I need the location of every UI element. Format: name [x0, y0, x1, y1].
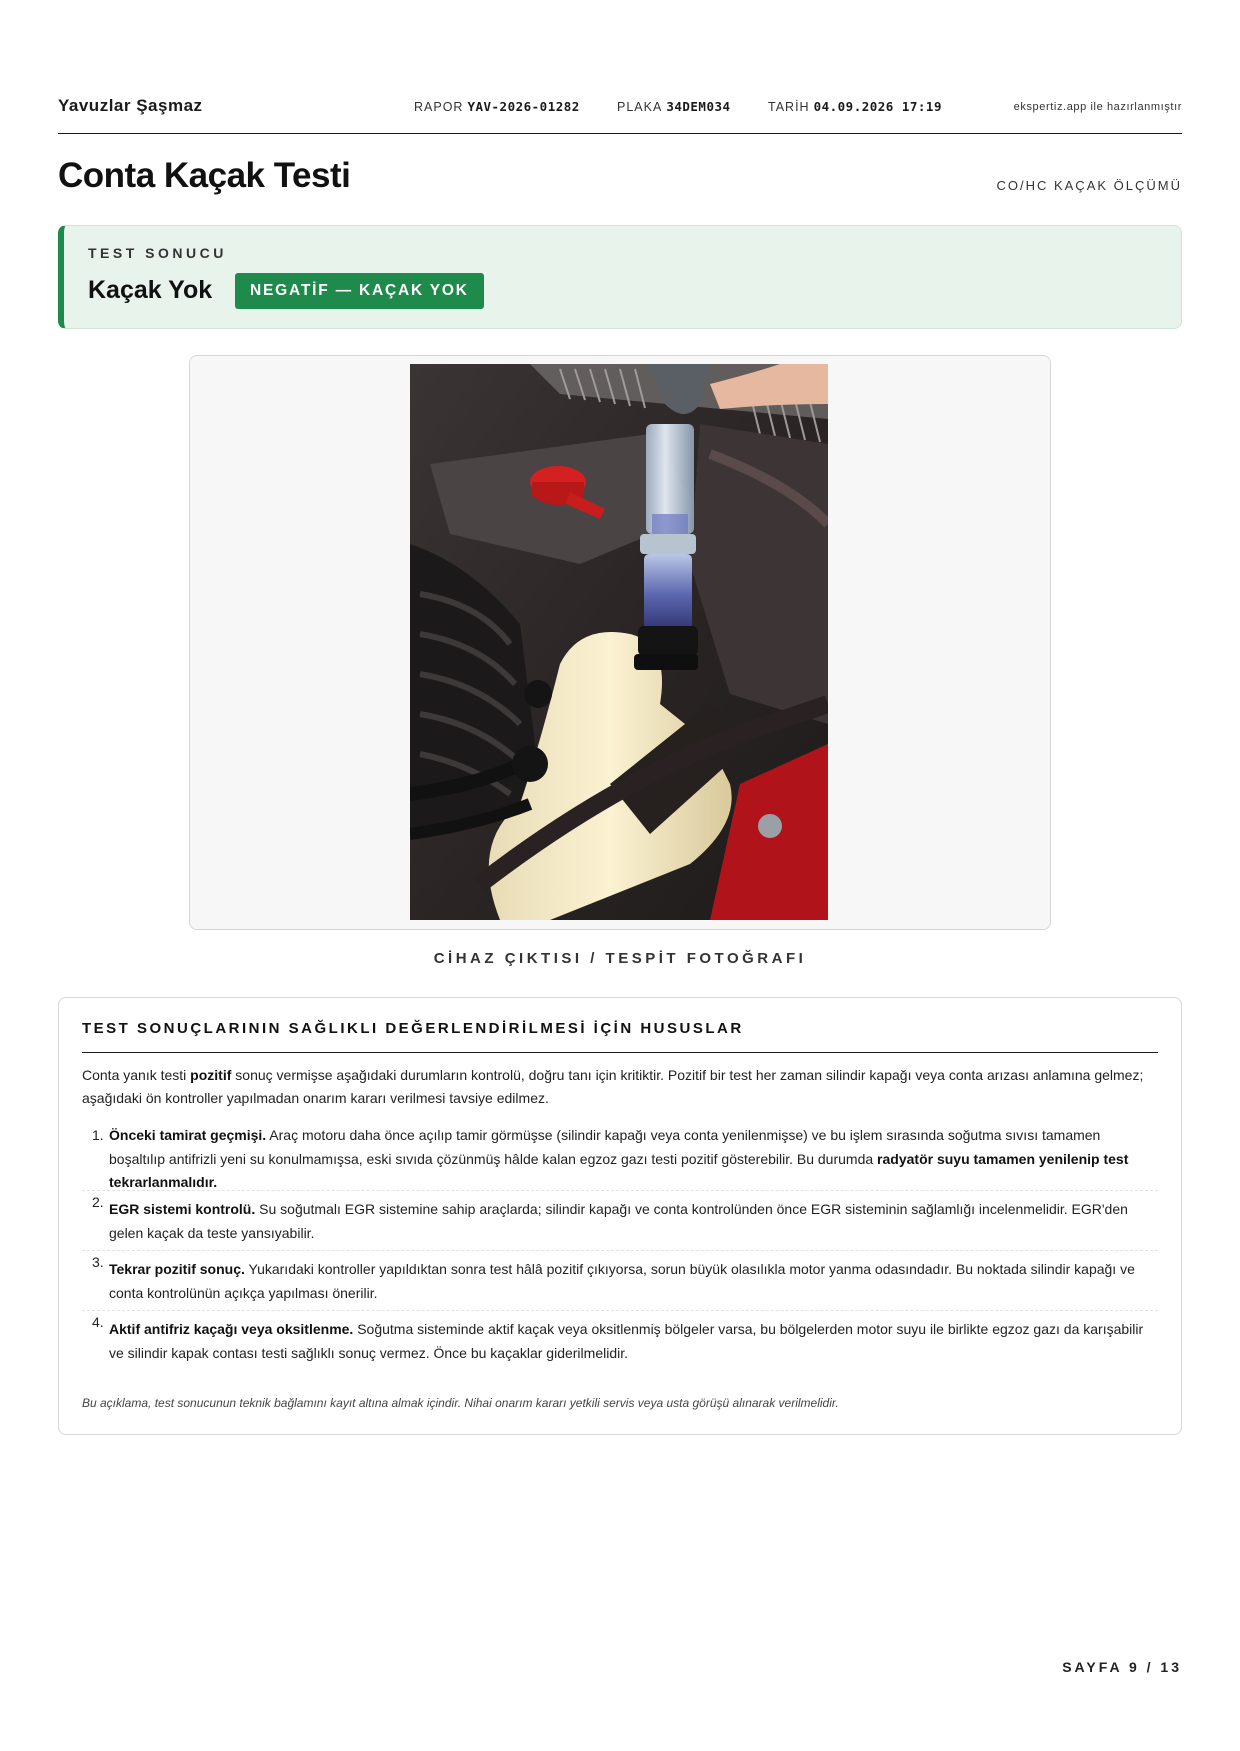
- list-item-number: 2.: [92, 1194, 104, 1210]
- test-result-label: TEST SONUCU: [88, 245, 227, 261]
- test-result-value: Kaçak Yok: [88, 276, 213, 304]
- list-item-heading: Aktif antifriz kaçağı veya oksitlenme.: [109, 1321, 354, 1337]
- photo-caption: CİHAZ ÇIKTISI / TESPİT FOTOĞRAFI: [433, 950, 807, 967]
- report-number-label: RAPOR: [414, 100, 464, 114]
- page-subtitle: CO/HC KAÇAK ÖLÇÜMÜ: [996, 178, 1182, 193]
- notes-intro-text-rest: sonuç vermişse aşağıdaki durumların kontrolü, doğru tanı için kritiktir. Pozitif bir test her zaman silindir kapağı veya conta arızası anlamına gelmez; aşağıdaki ön kontroller yapılmadan onarım kararı verilmesi tavsiye edilmez.: [82, 1067, 1144, 1106]
- engine-bay-photo: [410, 364, 828, 920]
- list-item: [82, 1124, 1158, 1191]
- test-result-box: [58, 225, 1182, 329]
- list-item: [82, 1191, 1158, 1251]
- date-value: 04.09.2026 17:19: [813, 99, 942, 114]
- list-item-text: Yukarıdaki kontroller yapıldıktan sonra test hâlâ pozitif çıkıyorsa, sorun büyük olasılıkla motor yanma odasındadır. Bu noktada silindir kapağı ve conta kontrolünün açıkça yapılması önerilir.: [109, 1261, 1135, 1301]
- notes-intro-emphasis: pozitif: [190, 1067, 232, 1083]
- list-item: [82, 1311, 1158, 1365]
- list-item-number: 4.: [92, 1314, 104, 1330]
- list-item-heading: Önceki tamirat geçmişi.: [109, 1127, 267, 1143]
- list-item: [82, 1251, 1158, 1311]
- plate-value: 34DEM034: [666, 99, 731, 114]
- report-header: [58, 96, 1182, 134]
- list-item-text: Soğutma sisteminde aktif kaçak veya oksitlenmiş bölgeler varsa, bu bölgelerden motor suyu ile birlikte egzoz gazı da karışabilir ve silindir kapak contası testi sağlıklı sonuç vermez. Önce bu kaçaklar giderilmelidir.: [109, 1321, 1144, 1361]
- company-name: Yavuzlar Şaşmaz: [58, 96, 203, 115]
- report-number: [414, 99, 580, 114]
- notes-intro-text: Conta yanık testi: [82, 1067, 191, 1083]
- list-item-heading: Tekrar pozitif sonuç.: [109, 1261, 245, 1277]
- test-result-badge: NEGATİF — KAÇAK YOK: [235, 273, 484, 309]
- photo-frame: [189, 355, 1051, 930]
- list-item-number: 1.: [92, 1127, 104, 1143]
- date-label: TARİH: [768, 100, 810, 114]
- notes-footnote: Bu açıklama, test sonucunun teknik bağlamını kayıt altına almak içindir. Nihai onarım kararı yetkili servis veya usta görüşü alınarak verilmelidir.: [82, 1396, 839, 1410]
- list-item-text: Araç motoru daha önce açılıp tamir görmüşse (silindir kapağı veya conta yenilenmişse) ve bu işlem sırasında soğutma sıvısı tamamen boşaltılıp antifrizli yeni su konulmamışsa, eski sıvıda çözünmüş hâlde kalan egzoz gazı testi pozitif gösterebilir. Bu durumda: [109, 1127, 1101, 1167]
- evaluation-notes: [58, 997, 1182, 1435]
- notes-title: TEST SONUÇLARININ SAĞLIKLI DEĞERLENDİRİLMESİ İÇİN HUSUSLAR: [82, 1020, 1158, 1053]
- page-number: SAYFA 9 / 13: [1062, 1659, 1182, 1675]
- generated-by: ekspertiz.app ile hazırlanmıştır: [1013, 101, 1182, 113]
- list-item-emphasis: radyatör suyu tamamen yenilenip test tekrarlanmalıdır.: [109, 1150, 1129, 1190]
- notes-list: [82, 1124, 1158, 1365]
- notes-intro: [82, 1064, 1158, 1110]
- report-number-value: YAV-2026-01282: [467, 99, 580, 114]
- report-date: [768, 99, 942, 114]
- plate-number: [617, 99, 731, 114]
- device-photo: [410, 364, 828, 920]
- list-item-number: 3.: [92, 1254, 104, 1270]
- plate-label: PLAKA: [617, 100, 663, 114]
- list-item-text: Su soğutmalı EGR sistemine sahip araçlarda; silindir kapağı ve conta kontrolünden önce EGR sisteminin sağlamlığı incelenmelidir. EGR'den gelen kaçak da teste yansıyabilir.: [109, 1201, 1128, 1241]
- list-item-heading: EGR sistemi kontrolü.: [109, 1201, 256, 1217]
- page-title: Conta Kaçak Testi: [58, 156, 351, 195]
